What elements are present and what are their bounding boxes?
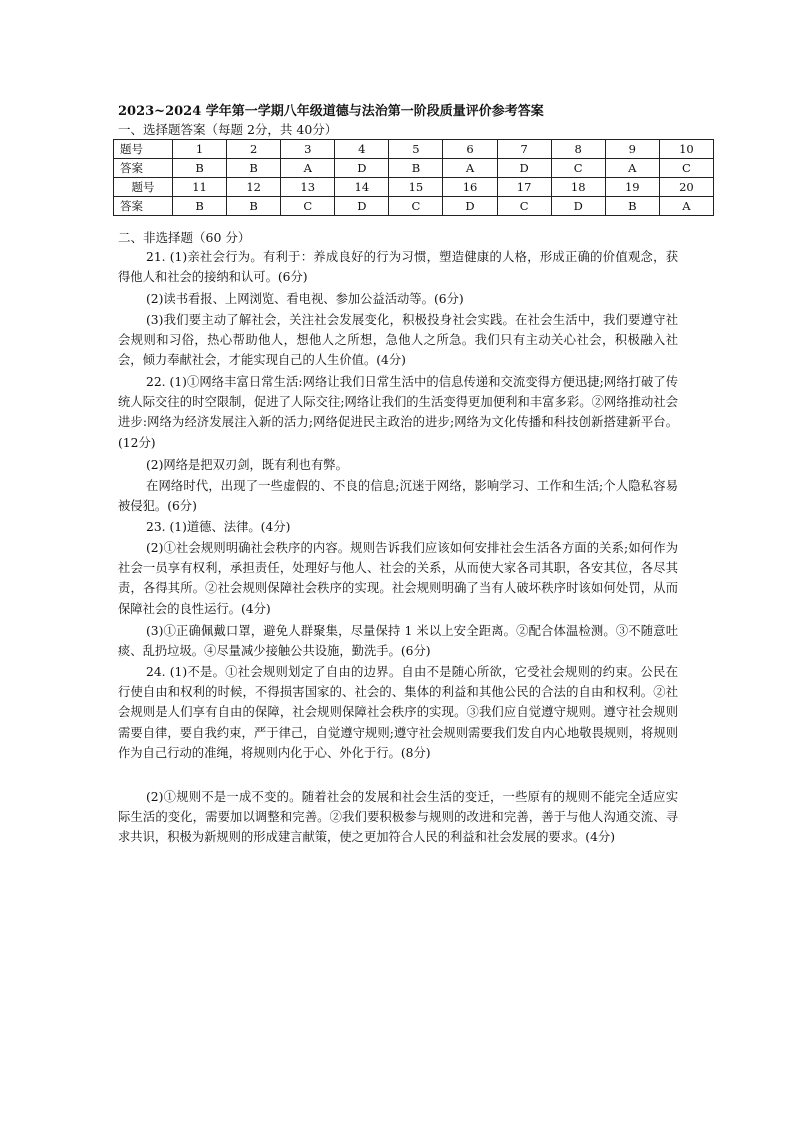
answer-paragraph: 23. (1)道德、法律。(4分)	[146, 520, 291, 534]
table-cell: B	[173, 159, 227, 178]
table-row	[114, 197, 714, 216]
table-cell: B	[605, 197, 659, 216]
table-cell: 15	[389, 178, 443, 197]
answer-paragraph: (2)网络是把双刃剑，既有利也有弊。	[146, 458, 348, 472]
table-cell: C	[389, 197, 443, 216]
table-cell: A	[605, 159, 659, 178]
table-cell: A	[281, 159, 335, 178]
table-cell: 11	[173, 178, 227, 197]
table-cell: 17	[497, 178, 551, 197]
table-cell: D	[335, 159, 389, 178]
table-cell: 2	[227, 140, 281, 159]
table-cell: C	[659, 159, 713, 178]
row-label-answer: 答案	[114, 159, 173, 178]
table-cell: 13	[281, 178, 335, 197]
table-cell: 10	[659, 140, 713, 159]
table-cell: A	[443, 159, 497, 178]
table-cell: C	[281, 197, 335, 216]
table-cell: D	[551, 197, 605, 216]
table-cell: 3	[281, 140, 335, 159]
row-label-question: 题号	[114, 178, 173, 197]
answer-paragraph: 21. (1)亲社会行为。有利于：养成良好的行为习惯，塑造健康的人格，形成正确的价值观念，获得他人和社会的接纳和认可。(6分)	[118, 250, 678, 285]
answer-paragraph: (3)①正确佩戴口罩，避免人群聚集，尽量保持 1 米以上安全距离。②配合体温检测。③不随意吐痰、乱扔垃圾。④尽量减少接触公共设施，勤洗手。(6分)	[118, 624, 678, 659]
table-cell: 19	[605, 178, 659, 197]
answer-paragraph: (3)我们要主动了解社会，关注社会发展变化，积极投身社会实践。在社会生活中，我们要遵守社会规则和习俗，热心帮助他人，想他人之所想，急他人之所急。我们只有主动关心社会，积极融入社会，倾力奉献社会，才能实现自己的人生价值。(4分)	[118, 313, 678, 368]
section-1-heading: 一、选择题答案（每题 2分，共 40分）	[118, 122, 338, 137]
table-row	[114, 159, 714, 178]
table-cell: 8	[551, 140, 605, 159]
table-cell: D	[443, 197, 497, 216]
answer-paragraph: (2)①社会规则明确社会秩序的内容。规则告诉我们应该如何安排社会生活各方面的关系;如何作为社会一员享有权利，承担责任，处理好与他人、社会的关系，从而使大家各司其职，各安其位，各尽其责，各得其所。②社会规则保障社会秩序的实现。社会规则明确了当有人破坏秩序时该如何处罚，从而保障社会的良性运行。(4分)	[118, 541, 678, 616]
table-cell: 18	[551, 178, 605, 197]
answer-paragraph: (2)读书看报、上网浏览、看电视、参加公益活动等。(6分)	[146, 292, 464, 306]
answer-paragraph: 24. (1)不是。①社会规则划定了自由的边界。自由不是随心所欲，它受社会规则的约束。公民在行使自由和权利的时候，不得损害国家的、社会的、集体的利益和其他公民的合法的自由和权利。②社会规则是人们享有自由的保障，社会规则保障社会秩序的实现。③我们应自觉遵守规则。遵守社会规则需要自律，要自我约束，严于律己，自觉遵守规则;遵守社会规则需要我们发自内心地敬畏规则，将规则作为自己行动的准绳，将规则内化于心、外化于行。(8分)	[118, 665, 678, 760]
table-cell: D	[497, 159, 551, 178]
answer-paragraph: 在网络时代，出现了一些虚假的、不良的信息;沉迷于网络，影响学习、工作和生活;个人隐私容易被侵犯。(6分)	[118, 479, 678, 514]
table-cell: 1	[173, 140, 227, 159]
table-cell: B	[389, 159, 443, 178]
table-cell: 7	[497, 140, 551, 159]
table-cell: 20	[659, 178, 713, 197]
row-label-question: 题号	[114, 140, 173, 159]
table-cell: B	[227, 197, 281, 216]
table-cell: 14	[335, 178, 389, 197]
table-cell: C	[497, 197, 551, 216]
table-cell: B	[173, 197, 227, 216]
answer-paragraph: (2)①规则不是一成不变的。随着社会的发展和社会生活的变迁，一些原有的规则不能完全适应实际生活的变化，需要加以调整和完善。②我们要积极参与规则的改进和完善，善于与他人沟通交流、寻求共识，积极为新规则的形成建言献策，使之更加符合人民的利益和社会发展的要求。(4分)	[118, 790, 678, 845]
table-cell: 5	[389, 140, 443, 159]
row-label-answer: 答案	[114, 197, 173, 216]
section-2-heading: 二、非选择题（60 分）	[118, 230, 251, 245]
table-cell: 16	[443, 178, 497, 197]
table-cell: 12	[227, 178, 281, 197]
table-cell: 9	[605, 140, 659, 159]
answer-paragraph: 22. (1)①网络丰富日常生活:网络让我们日常生活中的信息传递和交流变得方便迅捷;网络打破了传统人际交往的时空限制，促进了人际交往;网络让我们的生活变得更加便利和丰富多彩。②网络推动社会进步:网络为经济发展注入新的活力;网络促进民主政治的进步;网络为文化传播和科技创新搭建新平台。(12分)	[118, 375, 678, 450]
table-cell: B	[227, 159, 281, 178]
table-cell: 6	[443, 140, 497, 159]
table-cell: C	[551, 159, 605, 178]
table-cell: D	[335, 197, 389, 216]
table-row	[114, 140, 714, 159]
choice-answer-table	[113, 139, 714, 216]
table-row	[114, 178, 714, 197]
page-title: 2023~2024 学年第一学期八年级道德与法治第一阶段质量评价参考答案	[118, 104, 544, 119]
table-cell: A	[659, 197, 713, 216]
table-cell: 4	[335, 140, 389, 159]
